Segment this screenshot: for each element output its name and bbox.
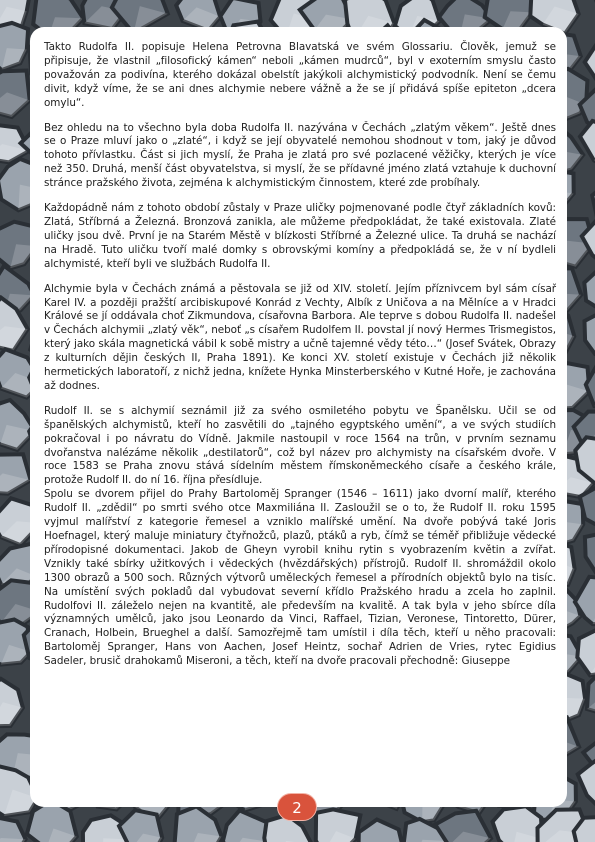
stone-tile — [359, 820, 404, 842]
page-number-badge: 2 — [277, 793, 317, 821]
paragraph-4: Alchymie byla v Čechách známá a pěstovala se již od XIV. století. Jejím příznivcem byl sám císař Karel IV. a později pražští arcibiskupové Konrád z Vechty, Albík z Uničova a na Mělníce a v Hradci Králové se jí oddávala choť Zikmundova, císařovna Barbora. Ale teprve s dobou Rudolfa II. nadešel v Čechách alchymii „zlatý věk“, neboť „s císařem Rudolfem II. povstal jí nový Hermes Trismegistos, který jako skála magnetická vábil k sobě mistry a učně tajemné vědy této…“ (Josef Svátek, Obrazy z kulturních dějin českých II, Praha 1891). Ke konci XV. století existuje v Čechách již několik hermetických laboratoří, z nichž jedna, knížete Hynka Minsterberského v Kutné Hoře, je zachována až dodnes. — [44, 282, 556, 392]
stone-tile — [577, 628, 595, 675]
paragraph-3: Každopádně nám z tohoto období zůstaly v Praze uličky pojmenované podle čtyř základních kovů: Zlatá, Stříbrná a Železná. Bronzová zanikla, ale můžeme předpokládat, že také existovala. Zlaté uličky jsou dvě. První je na Starém Městě v blízkosti Stříbrné a Železné ulice. Ta druhá se nachází na Hradě. Tuto uličku tvoří malé domky s obrovskými komíny a předpokládá se, že v ní bydleli alchymisté, kteří byli ve službách Rudolfa II. — [44, 202, 556, 270]
stone-tile — [585, 41, 595, 84]
stone-tile — [584, 260, 595, 312]
paragraph-6: Spolu se dvorem přijel do Prahy Bartoloměj Spranger (1546 – 1611) jako dvorní malíř, kterého Rudolf II. „zdědil“ po smrti svého otce Maxmiliána II. Zasloužil se o to, že Rudolf II. roku 1595 vyjmul malířství z kategorie řemesel a vzniklo malířské umění. Na dvoře pobývá také Joris Hoefnagel, který maluje miniatury čtyřnožců, plazů, ptáků a ryb, čímž se téměř přibližuje vědecké přírodopisné dokumentaci. Jakob de Gheyn vyrobil knihu rytin s vyobrazením květin a zvířat. Vznikly také sbírky užitkových i vědeckých (hvězdářských) přístrojů. Rudolf II. shromáždil okolo 1300 obrazů a 500 soch. Různých výtvorů uměleckých řemesel a přírodních objektů bylo na tisíc. Na umístění svých pokladů dal vybudovat severní křídlo Pražského hradu a zcela ho zaplnil. Rudolfovi II. záleželo nejen na kvantitě, ale především na kvalitě. A tak byla v jeho sbírce díla významných umělců, jako jsou Leonardo da Vinci, Raffael, Tizian, Veronese, Tintoretto, Dürer, Cranach, Holbein, Brueghel a další. Samozřejmě tam umístil i díla těch, kteří u něho pracovali: Bartoloměj Spranger, Hans von Aachen, Josef Heintz, sochař Adrien de Vries, rytec Egidius Sadeler, brusič drahokamů Miseroni, a těch, kteří na dvoře pracovali přechodně: Giuseppe — [44, 488, 556, 668]
stone-tile — [578, 754, 595, 808]
paragraph-2: Bez ohledu na to všechno byla doba Rudolfa II. nazývána v Čechách „zlatým věkem“. Ještě dnes se o Praze mluví jako o „zlaté“, i když se její obyvatelé nemohou shodnout v tom, jaký je důvod tohoto přívlastku. Část si jich myslí, že Praha je zlatá pro své pozlacené věžičky, kterých je více než 350. Druhá, menší část obyvatelstva, si myslí, že se přídavné jméno zlatá vztahuje k duchovní stránce pražského života, zejména k alchymistickým činnostem, které zde probíhaly. — [44, 121, 556, 190]
stone-tile — [223, 810, 268, 842]
stone-tile — [585, 307, 595, 359]
stone-tile — [0, 816, 26, 842]
paragraph-1: Takto Rudolfa II. popisuje Helena Petrovna Blavatská ve svém Glossariu. Člověk, jemuž se připisuje, že vlastnil „filosofický kámen“ neboli „kámen mudrců“, byl v exoterním smyslu často považován za podivína, kterého dokázal obelstít jakýkoli alchymistický podvodník. Není se čemu divit, když víme, že se ani dnes alchymie nebere vážně a že se jí přidává spíše epiteton „dcera omylu“. — [44, 41, 556, 109]
paragraph-5: Rudolf II. se s alchymií seznámil již za svého osmiletého pobytu ve Španělsku. Učil se od španělských alchymistů, kteří ho zasvětili do „tajného egyptského umění“, a ve svých studiích pokračoval i po návratu do Vídně. Jakmile nastoupil v roce 1564 na trůn, v prvním seznamu dvořanstva nalézáme několik „destilatorů“, což byl název pro alchymisty na císařském dvoře. V roce 1583 se Praha znovu stává sídelním městem římskoněmeckého císaře a českého krále, protože Rudolf II. do ní 16. října přesídluje. — [44, 404, 556, 487]
text-column — [44, 41, 556, 669]
stone-tile — [585, 533, 595, 579]
stone-tile — [580, 121, 595, 167]
page-card — [30, 27, 567, 807]
